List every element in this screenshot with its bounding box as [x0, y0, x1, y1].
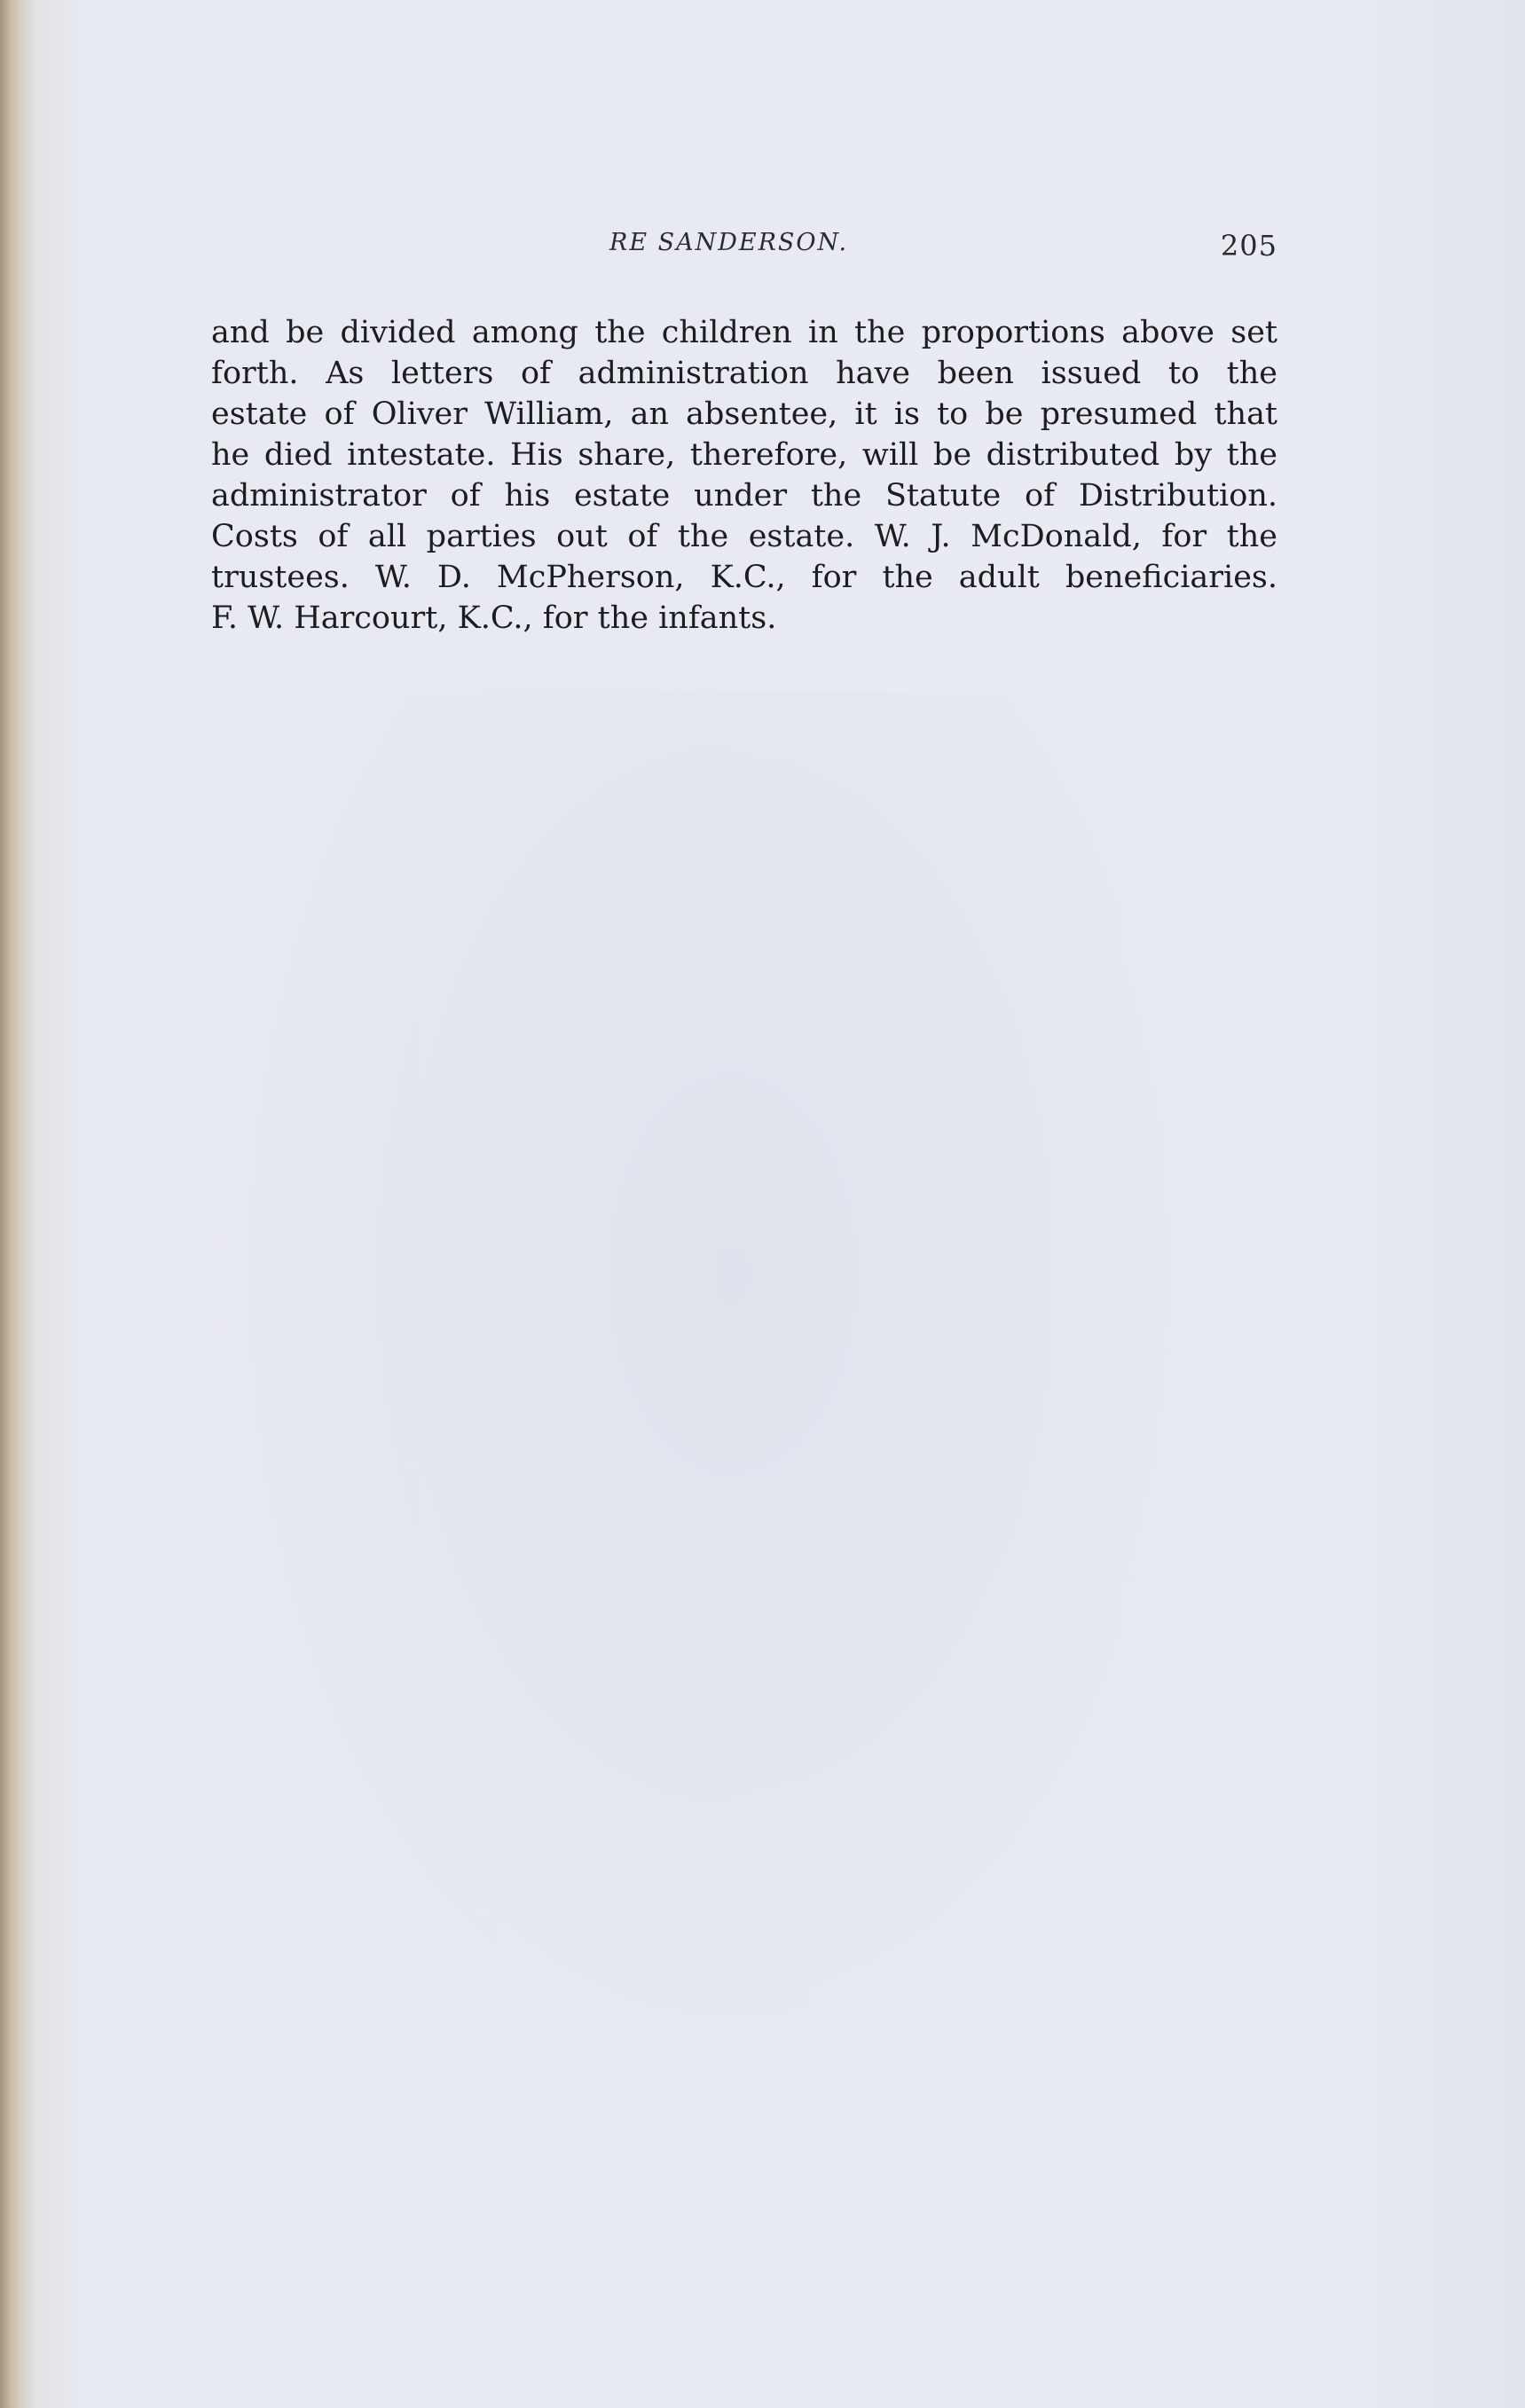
page-number: 205 — [1220, 229, 1277, 263]
text-line: trustees. W. D. McPherson, K.C., for the adult beneficiaries. — [211, 560, 1277, 595]
text-line: forth. As letters of administration have been issued to the — [211, 356, 1277, 391]
body-paragraph — [211, 312, 1277, 639]
running-head — [213, 229, 1277, 273]
show-through-area — [186, 692, 1277, 2146]
text-line: he died intestate. His share, therefore, will be distributed by the — [211, 437, 1277, 473]
text-line: estate of Oliver William, an absentee, it is to be presumed that — [211, 396, 1277, 432]
book-spine-shadow — [0, 0, 20, 2408]
text-line: and be divided among the children in the proportions above set — [211, 315, 1277, 350]
text-line: F. W. Harcourt, K.C., for the infants. — [211, 600, 777, 636]
text-line: Costs of all parties out of the estate. W. J. McDonald, for the — [211, 519, 1277, 554]
running-title: RE SANDERSON. — [609, 229, 849, 256]
text-line: administrator of his estate under the Statute of Distribution. — [211, 478, 1277, 514]
